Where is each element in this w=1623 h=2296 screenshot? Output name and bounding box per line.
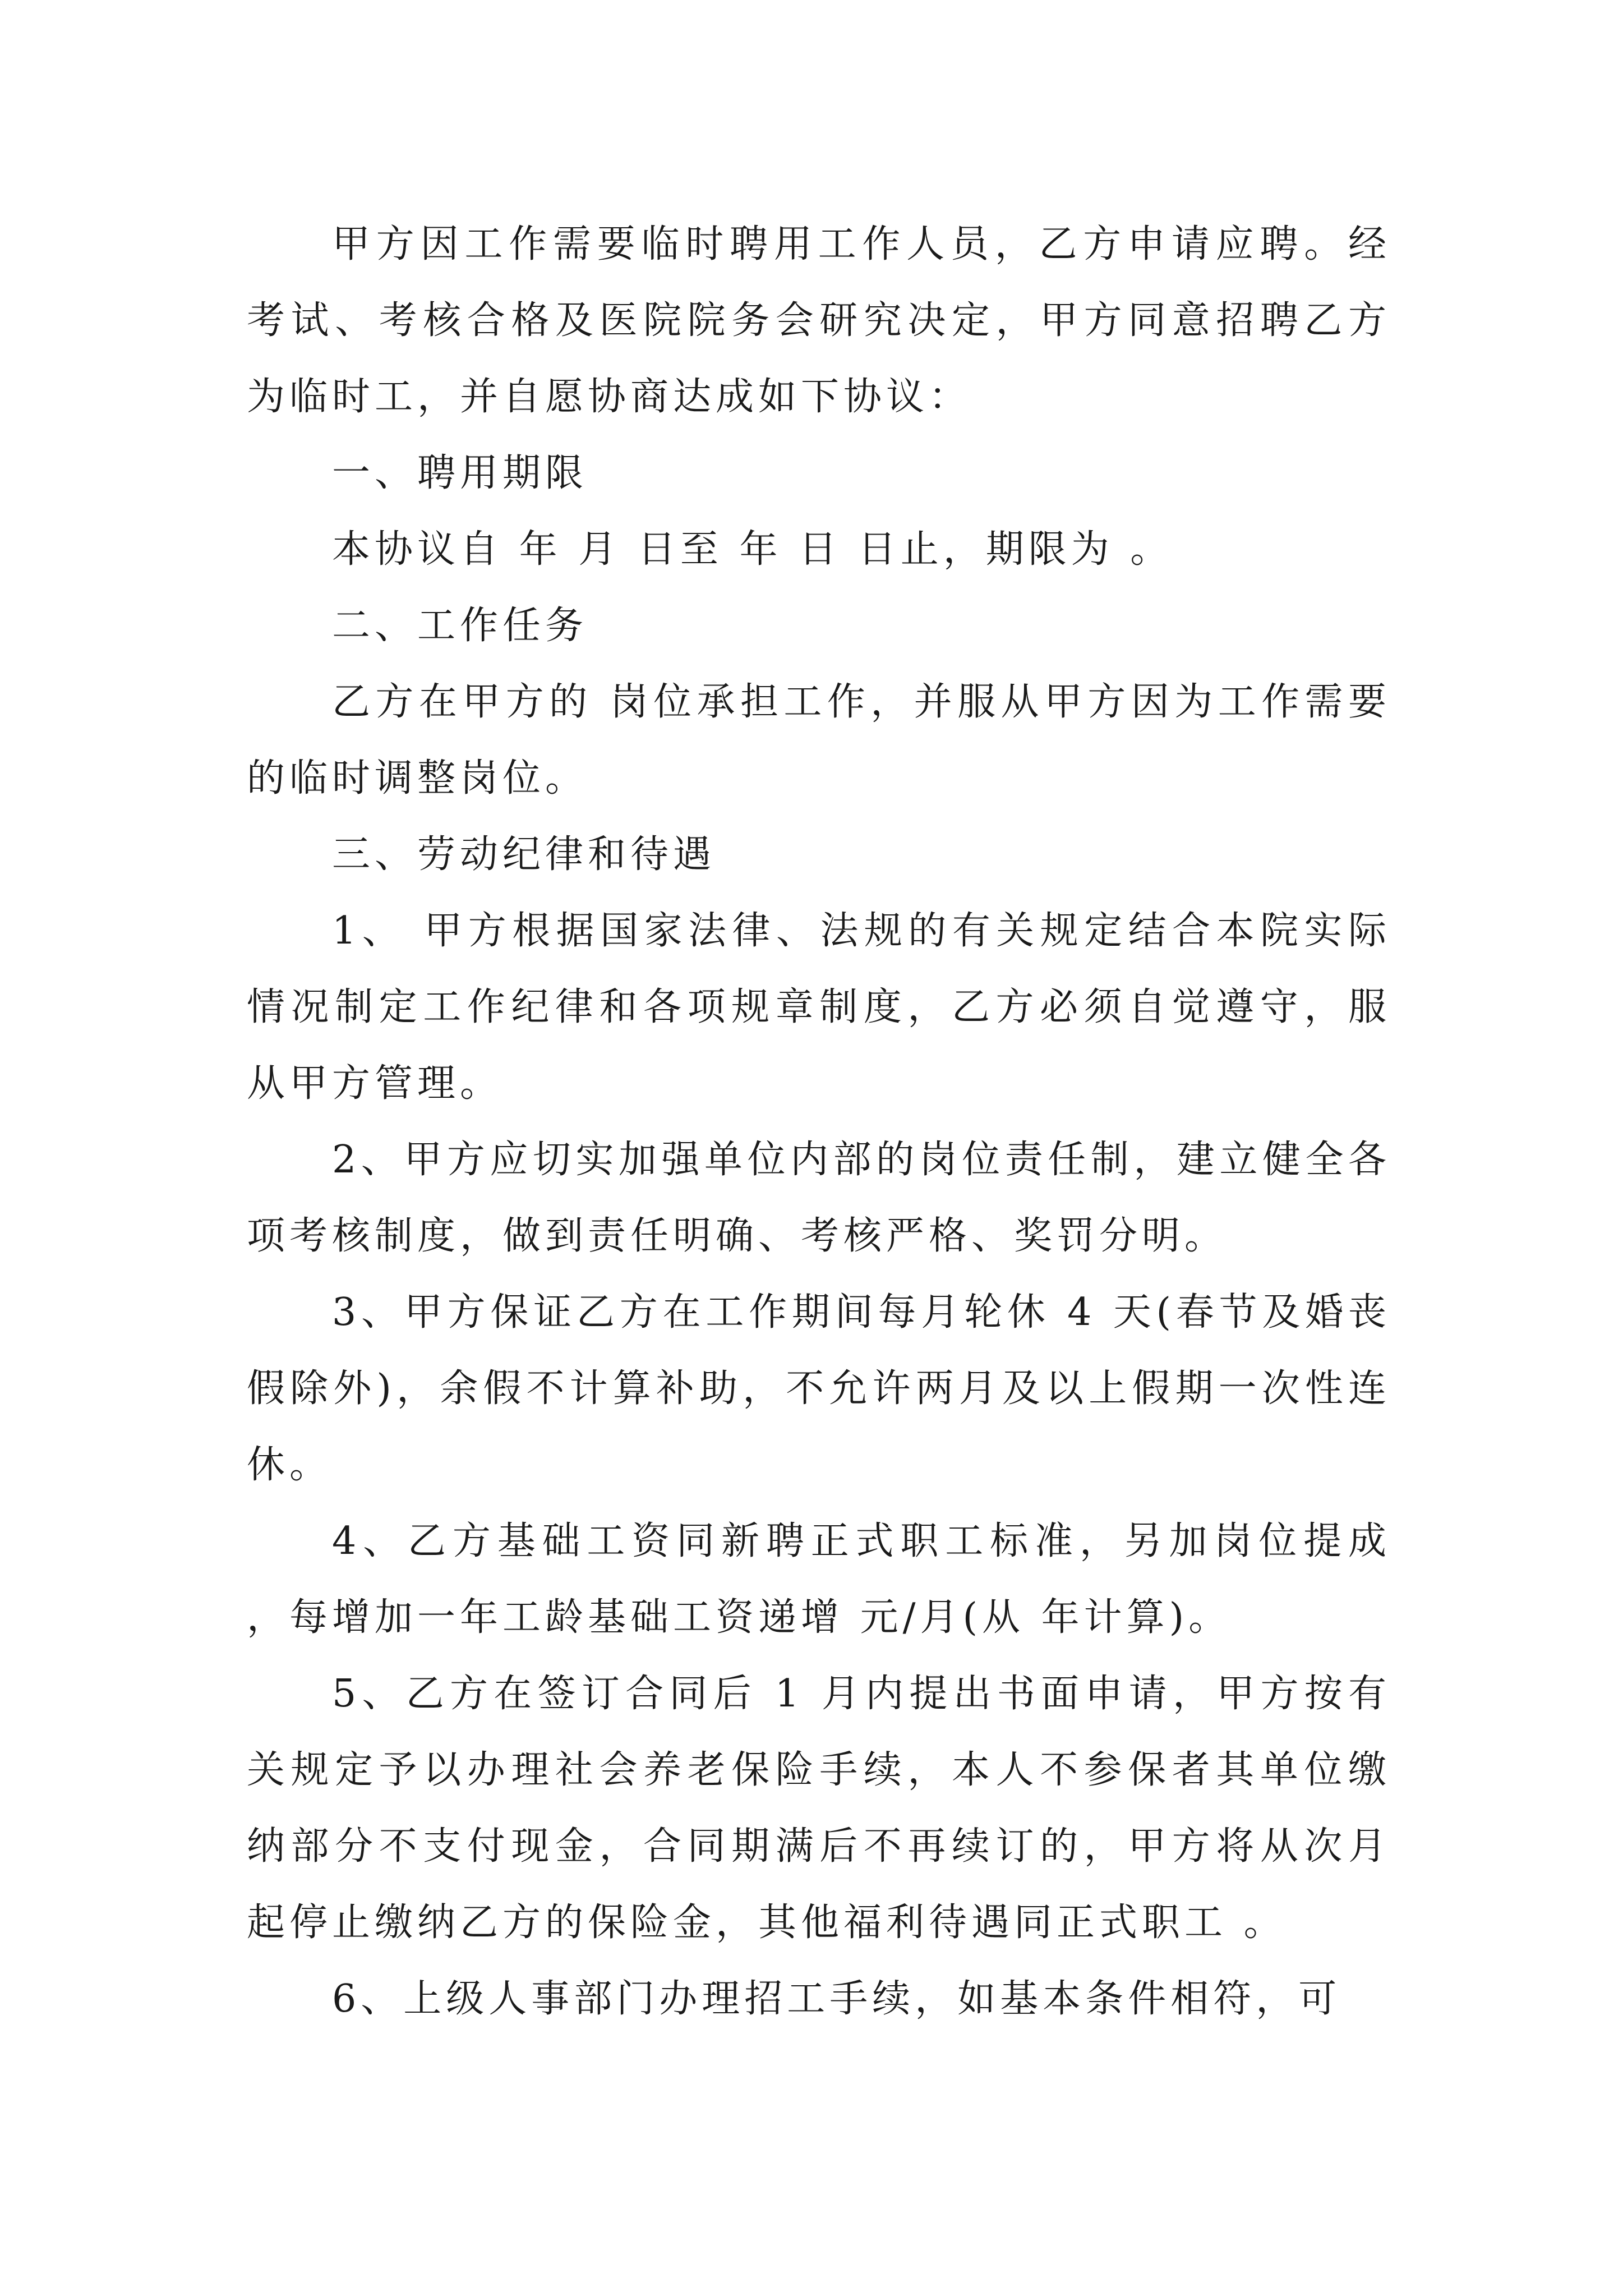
section-heading-task: 二、工作任务 <box>332 604 588 648</box>
section-heading-term: 一、聘用期限 <box>332 451 588 495</box>
intro-paragraph: 甲方因工作需要临时聘用工作人员，乙方申请应聘。经考试、考核合格及医院院务会研究决定，甲方同意招聘乙方为临时工，并自愿协商达成如下协议： <box>247 222 1391 419</box>
term-paragraph: 本协议自 年 月 日至 年 日 日止，期限为 。 <box>332 527 1173 572</box>
clause-4: 4、乙方基础工资同新聘正式职工标准，另加岗位提成 ，每增加一年工龄基础工资递增 元/月(从 年计算)。 <box>247 1519 1391 1640</box>
clause-6: 6、上级人事部门办理招工手续，如基本条件相符，可 <box>332 1977 1341 2021</box>
clause-1: 1、 甲方根据国家法律、法规的有关规定结合本院实际情况制定工作纪律和各项规章制度，乙方必须自觉遵守，服从甲方管理。 <box>247 909 1391 1106</box>
clause-2: 2、甲方应切实加强单位内部的岗位责任制，建立健全各项考核制度，做到责任明确、考核严格、奖罚分明。 <box>247 1138 1391 1258</box>
clause-3: 3、甲方保证乙方在工作期间每月轮休 4 天(春节及婚丧假除外)，余假不计算补助，不允许两月及以上假期一次性连休。 <box>247 1290 1391 1487</box>
task-paragraph: 乙方在甲方的 岗位承担工作，并服从甲方因为工作需要的临时调整岗位。 <box>247 680 1391 800</box>
clause-5: 5、乙方在签订合同后 1 月内提出书面申请，甲方按有关规定予以办理社会养老保险手续，本人不参保者其单位缴纳部分不支付现金，合同期满后不再续订的，甲方将从次月起停止缴纳乙方的保险金，其他福利待遇同正式职工 。 <box>247 1672 1391 1945</box>
document-body <box>247 206 1391 2037</box>
section-heading-discipline: 三、劳动纪律和待遇 <box>332 832 716 877</box>
